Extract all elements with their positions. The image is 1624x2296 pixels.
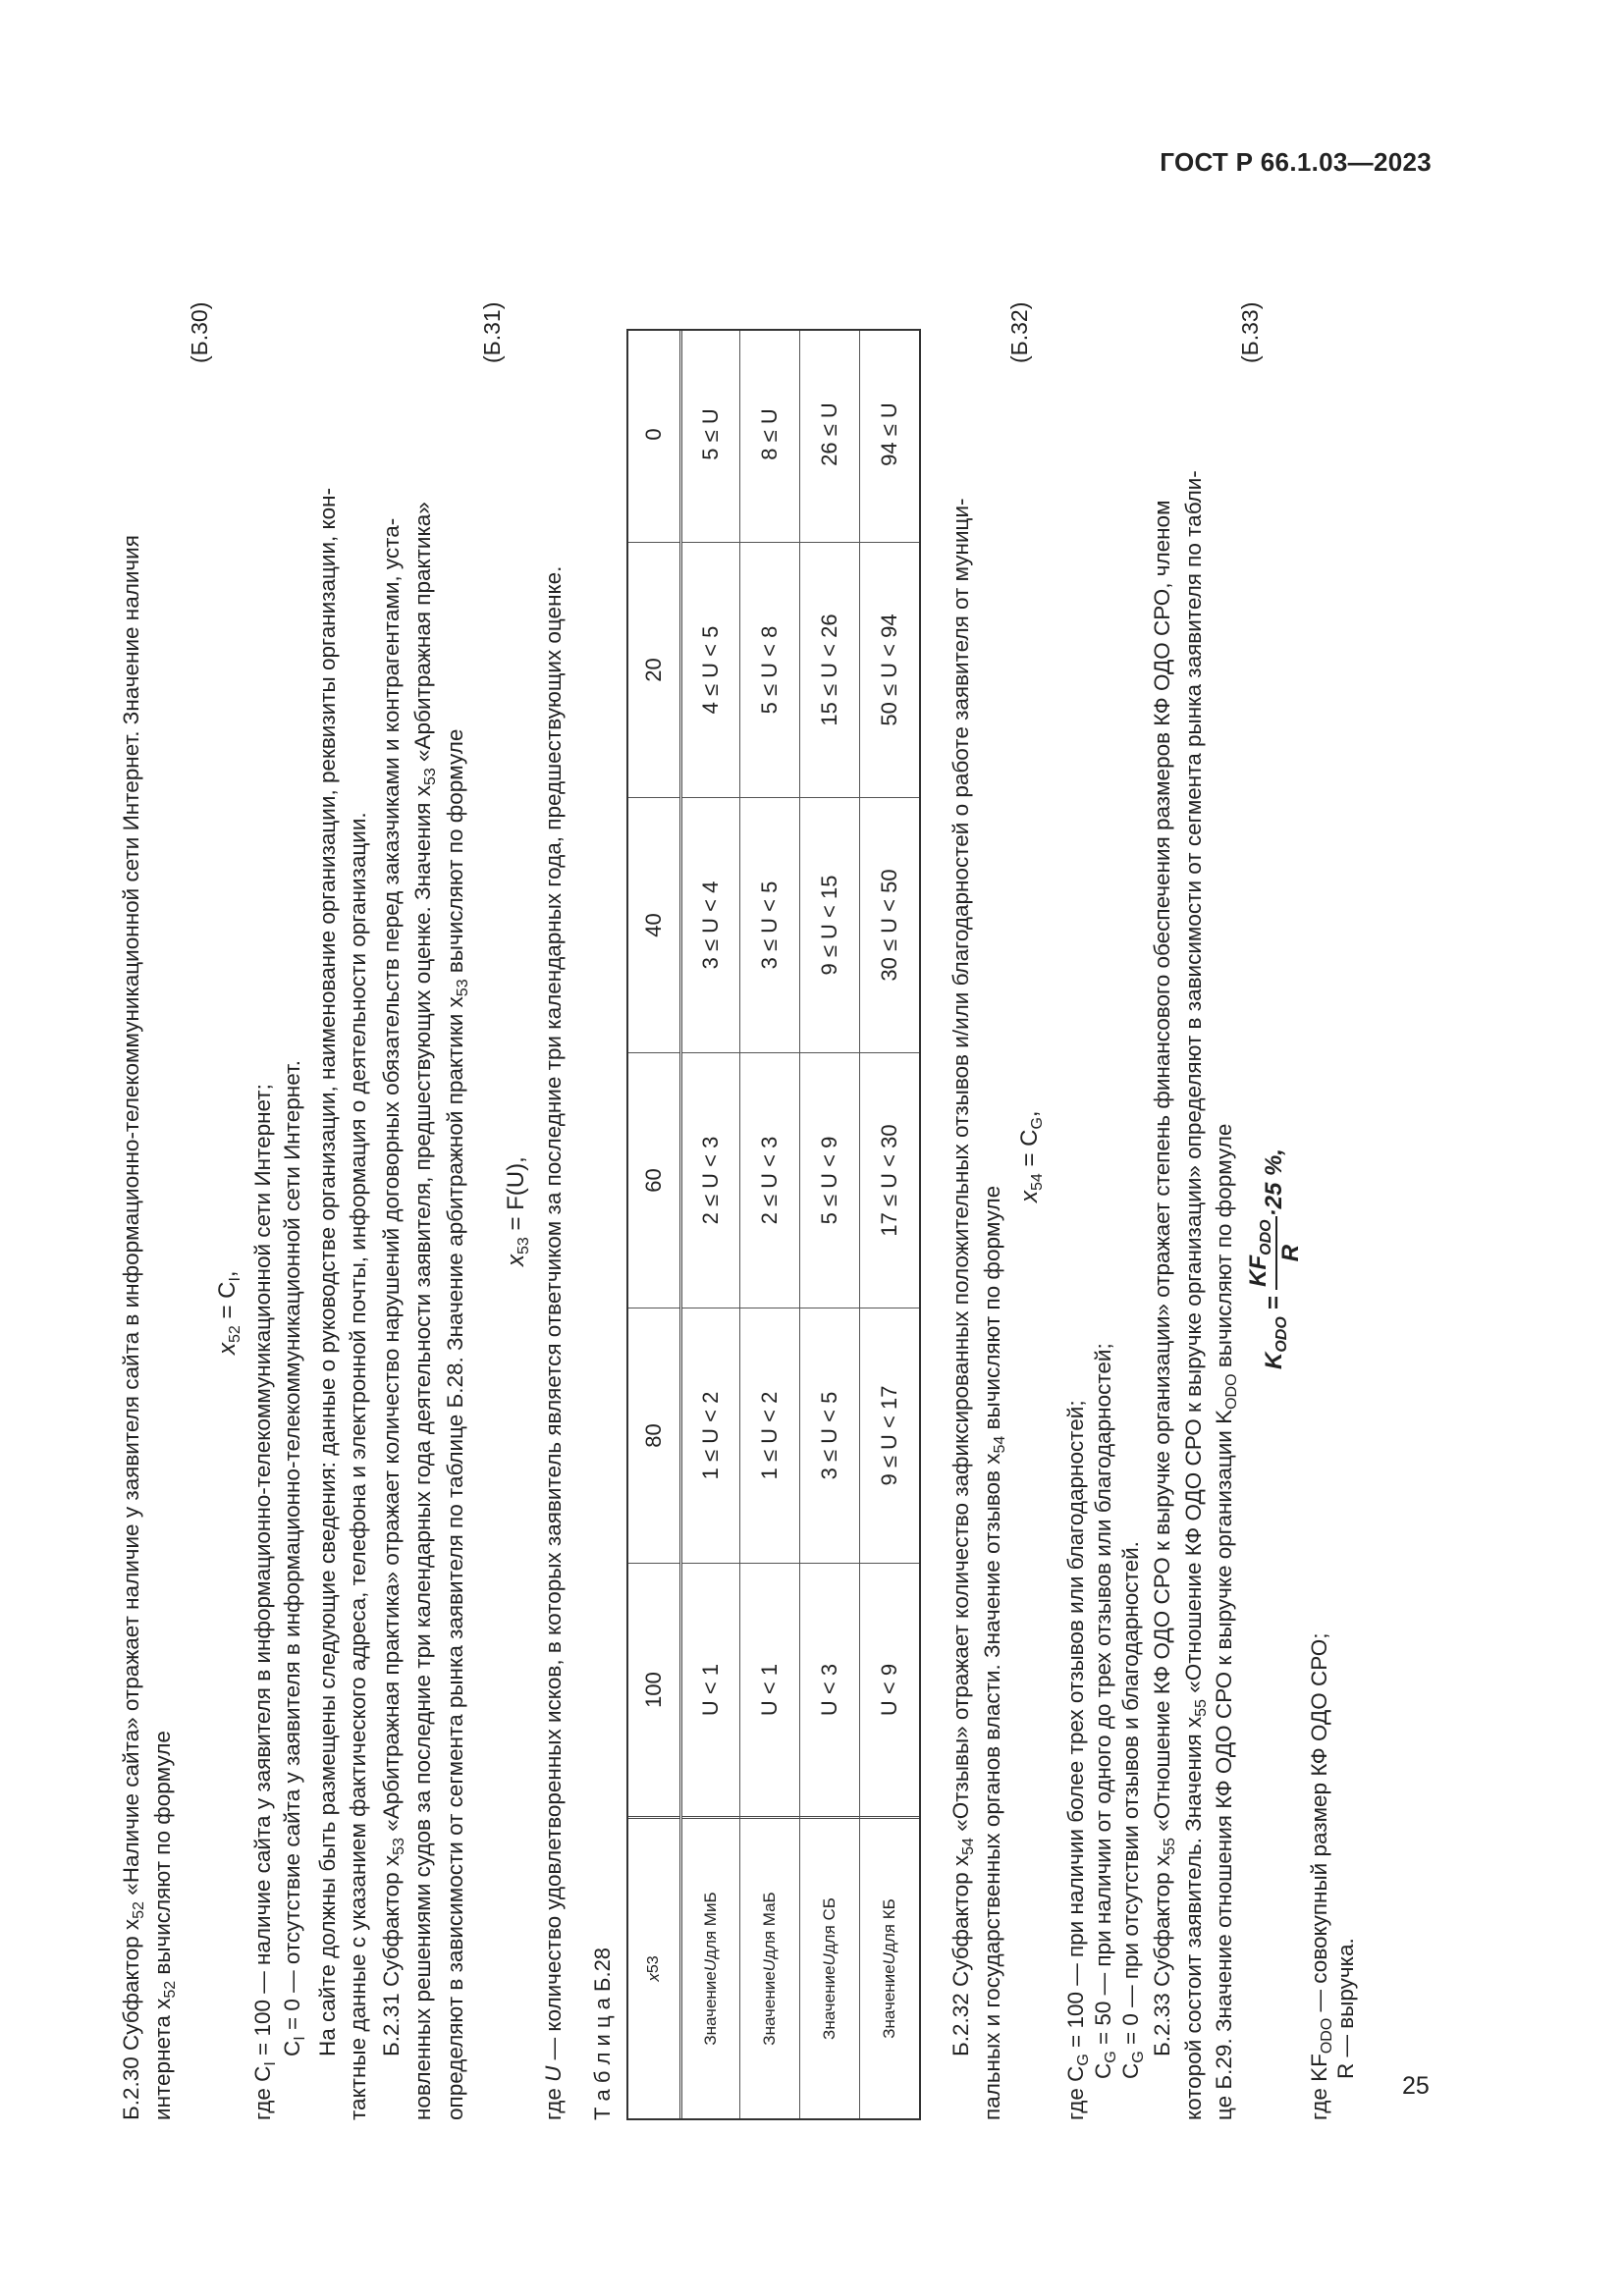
table-b28 [626,329,921,2120]
formula-b31-number: (Б.31) [479,301,505,363]
where-b31: где U — количество удовлетворенных исков, в которых заявитель является ответчиком за последние три календарных года, предшествующих оценке. [541,565,566,2120]
document-id-header: ГОСТ Р 66.1.03—2023 [1160,147,1432,177]
paragraph-b231-line1: Б.2.31 Субфактор $x_{53}$ «Арбитражная практика» отражает количество нарушений договорных обязательств перед заказчиками и контрагентами, уста- [379,517,407,2056]
table-row [859,331,919,2118]
header-cell-100: 100 [628,1564,679,1819]
table-cell: 3 ≤ U < 4 [682,798,739,1053]
table-caption: Т а б л и ц а Б.28 [590,1947,615,2120]
table-cell: U < 1 [682,1564,739,1819]
table-cell: U < 9 [860,1564,919,1819]
paragraph-b231-line3: определяют в зависимости от сегмента рынка заявителя по таблице Б.28. Значение арбитражной практики $x_{53}$ вычисляют по формуле [443,728,471,2120]
table-cell: 26 ≤ U [800,327,859,543]
header-cell-80: 80 [628,1308,679,1564]
table-cell: 50 ≤ U < 94 [860,543,919,798]
page-number: 25 [1402,2072,1430,2100]
table-cell: U < 3 [800,1564,859,1819]
paragraph-site-line2: тактные данные с указанием фактического адреса, телефона и электронной почты, информация о деятельности организации. [346,812,370,2120]
header-cell-40: 40 [628,798,679,1053]
paragraph-b232-line1: Б.2.32 Субфактор $x_{54}$ «Отзывы» отражает количество зафиксированных положительных отзывов и/или благодарностей о работе заявителя от муници- [948,498,977,2056]
row-label: Значение U для КБ [880,1898,898,2039]
paragraph-b233-line1: Б.2.33 Субфактор $x_{55}$ «Отношение КФ ОДО СРО к выручке организации» отражает степень финансового обеспечения размеров КФ ОДО СРО, членом [1150,500,1178,2056]
formula-fraction: $KF_{ODO}$ R [1245,1216,1305,1289]
table-header-row [628,331,679,2118]
table-cell: 94 ≤ U [860,327,919,543]
formula-b32-number: (Б.32) [1006,301,1032,363]
formula-b33: $K_{ODO}$ = $KF_{ODO}$ R ·25 %, [1245,1148,1304,1369]
table-cell: 2 ≤ U < 3 [740,1053,799,1308]
table-cell: 1 ≤ U < 2 [740,1308,799,1564]
where-b33-line1: где $KF_{ODO}$ — совокупный размер КФ ОДО СРО; [1307,1632,1335,2120]
header-cell-20: 20 [628,543,679,798]
paragraph-site-line1: На сайте должны быть размещены следующие сведения: данные о руководстве организации, наименование организации, реквизиты организации, кон- [315,487,340,2056]
table-cell: 5 ≤ U [682,327,739,543]
row-label: Значение U для МаБ [760,1892,779,2046]
table-cell: 15 ≤ U < 26 [800,543,859,798]
table-row [739,331,799,2118]
table-row [679,331,739,2118]
paragraph-b230-line1: Б.2.30 Субфактор $x_{52}$ «Наличие сайта» отражает наличие у заявителя сайта в информационно-телекоммуникационной сети Интернет. Значение наличия [119,535,147,2120]
table-cell: 8 ≤ U [740,327,799,543]
where-b32-line2: $C_G = 50$ — при наличии от одного до трех отзывов или благодарностей; [1091,1343,1119,2079]
table-cell: 1 ≤ U < 2 [682,1308,739,1564]
table-cell: 9 ≤ U < 15 [800,798,859,1053]
formula-b33-number: (Б.33) [1237,301,1263,363]
formula-b31: $x_{53} = F(U)$, [503,1156,532,1266]
rotated-page-content [118,236,1358,2120]
table-cell: U < 1 [740,1564,799,1819]
row-label: Значение U для МиБ [701,1892,720,2046]
formula-b30-number: (Б.30) [187,301,212,363]
paragraph-b231-line2: новленных решениями судов за последние три календарных года деятельности заявителя, предшествующих оценке. Значения $x_{53}$ «Арбитражная практика» [410,502,439,2120]
header-cell-60: 60 [628,1053,679,1308]
paragraph-b233-line3: це Б.29. Значение отношения КФ ОДО СРО к выручке организации $K_{ODO}$ вычисляют по формуле [1212,1123,1240,2120]
where-b30-line1: где $C_I = 100$ — наличие сайта у заявителя в информационно-телекоммуникационной сети Интернет; [250,1084,279,2120]
row-label: Значение U для СБ [820,1897,839,2040]
table-cell: 17 ≤ U < 30 [860,1053,919,1308]
header-cell-label: x 53 [644,1955,663,1982]
table-cell: 2 ≤ U < 3 [682,1053,739,1308]
table-cell: 4 ≤ U < 5 [682,543,739,798]
table-cell: 3 ≤ U < 5 [800,1308,859,1564]
paragraph-b232-line2: пальных и государственных органов власти. Значение отзывов $x_{54}$ вычисляют по формуле [980,1185,1008,2120]
table-cell: 3 ≤ U < 5 [740,798,799,1053]
where-b30-line2: $C_I = 0$ — отсутствие сайта у заявителя в информационно-телекоммуникационной сети Интернет. [280,1059,308,2056]
formula-b32: $x_{54} = C_G$, [1016,1110,1046,1202]
paragraph-b233-line2: которой состоит заявитель. Значения $x_{55}$ «Отношение КФ ОДО СРО к выручке организации» определяют в зависимости от сегмента рынка заявителя по табли- [1181,470,1210,2120]
table-cell: 30 ≤ U < 50 [860,798,919,1053]
formula-b30: $x_{52} = C_I$, [214,1270,244,1355]
where-b33-line2: R — выручка. [1333,1938,1358,2079]
table-cell: 5 ≤ U < 9 [800,1053,859,1308]
table-cell: 9 ≤ U < 17 [860,1308,919,1564]
table-row [799,331,859,2118]
where-b32-line3: $C_G = 0$ — при отсутствии отзывов и благодарностей. [1118,1541,1147,2079]
header-cell-0: 0 [628,327,679,543]
paragraph-b230-line2: интернета $x_{52}$ вычисляют по формуле [150,1731,179,2120]
table-cell: 5 ≤ U < 8 [740,543,799,798]
where-b32-line1: где $C_G = 100$ — при наличии более трех отзывов или благодарностей; [1063,1400,1092,2120]
